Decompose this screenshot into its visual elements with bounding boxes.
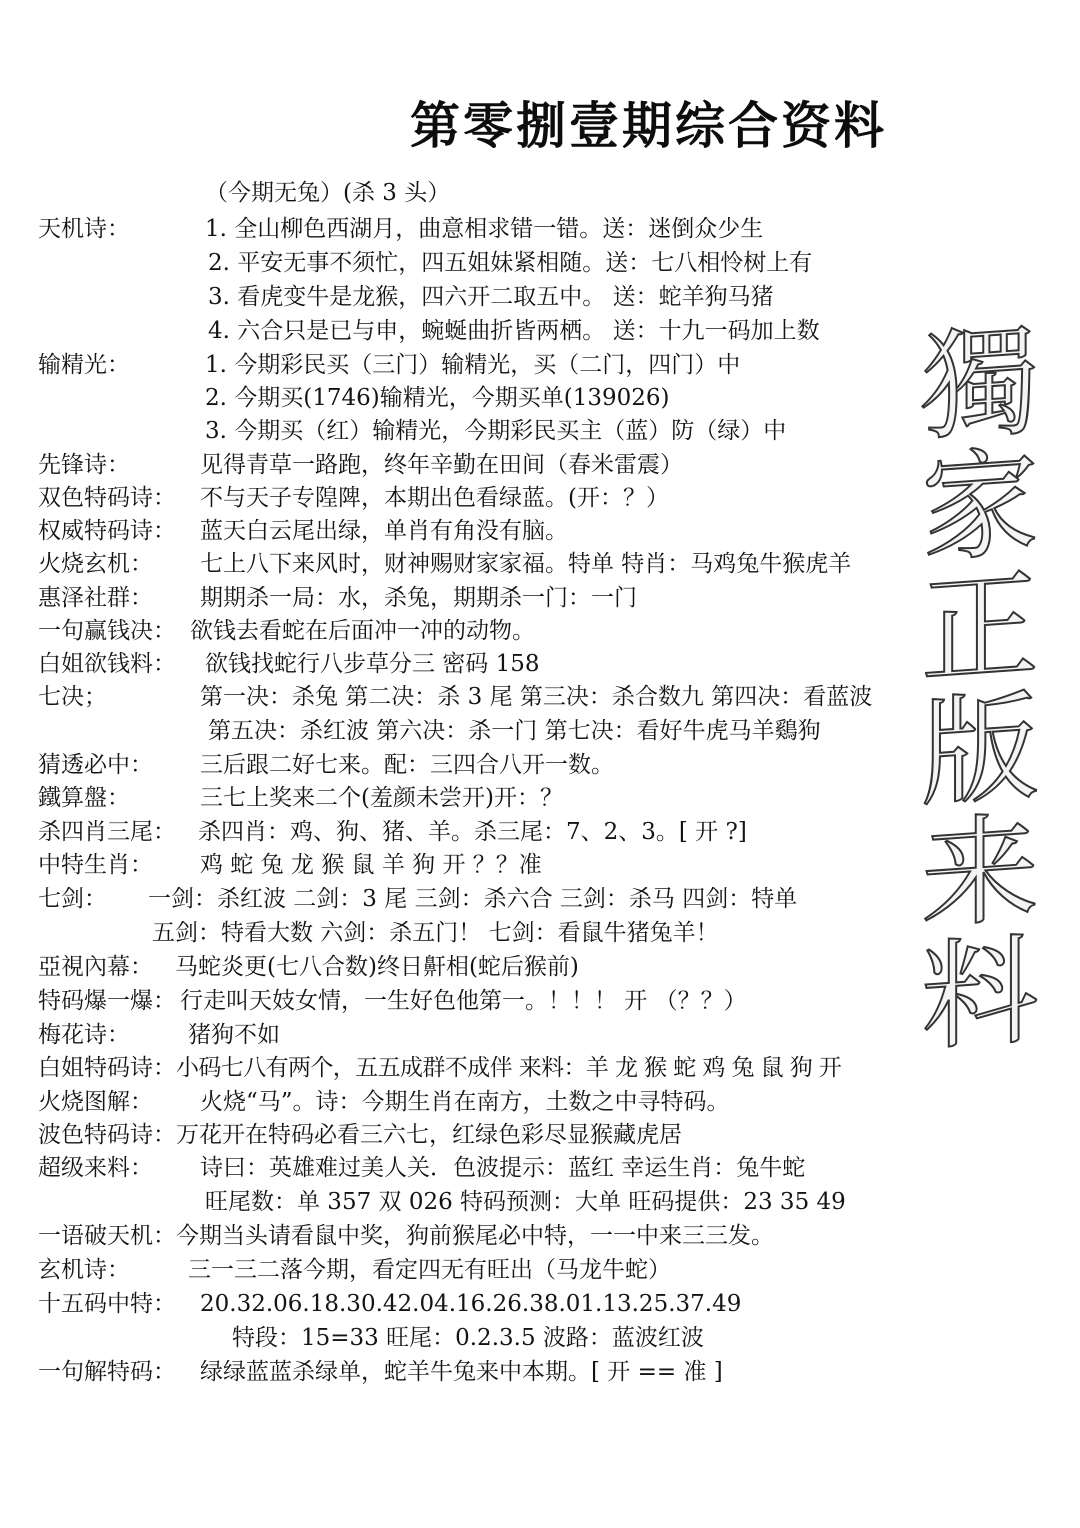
row-content: 1. 全山柳色西湖月，曲意相求错一错。送：迷倒众少生 [205, 216, 764, 242]
row-content: 20.32.06.18.30.42.04.16.26.38.01.13.25.37.49 [200, 1291, 742, 1317]
row-content: 2. 今期买(1746)输精光，今期买单(139026) [205, 385, 670, 411]
row-content: 特段：15=33 旺尾：0.2.3.5 波路：蓝波红波 [232, 1325, 704, 1351]
row-label: 七决； [38, 684, 107, 710]
row-label: 波色特码诗： [38, 1122, 176, 1148]
row-content: 火烧“马”。诗：今期生肖在南方，土数之中寻特码。 [200, 1089, 730, 1115]
watermark-char: 版 [921, 676, 1039, 824]
subtitle: （今期无兔）(杀 3 头） [205, 180, 451, 206]
row-label: 七剑： [38, 886, 107, 912]
row-content: 3. 今期买（红）输精光，今期彩民买主（蓝）防（绿）中 [205, 418, 787, 444]
row-content: 猪狗不如 [188, 1022, 280, 1048]
row-content: 旺尾数：单 357 双 026 特码预测：大单 旺码提供：23 35 49 [205, 1189, 846, 1215]
watermark-char: 家 [921, 432, 1039, 580]
row-content: 一剑：杀红波 二剑：3 尾 三剑：杀六合 三剑：杀马 四剑：特单 [148, 886, 798, 912]
watermark [905, 310, 1055, 1068]
row-content: 见得青草一路跑，终年辛勤在田间（春米雷震） [200, 452, 683, 478]
row-content: 1. 今期彩民买（三门）输精光，买（二门，四门）中 [205, 352, 741, 378]
row-label: 一句解特码： [38, 1359, 176, 1385]
row-content: 行走叫天妓女情，一生好色他第一。！！！ 开 （？？） [180, 988, 747, 1014]
row-label: 火烧图解： [38, 1089, 153, 1115]
row-content: 蓝天白云尾出绿，单肖有角没有脑。 [200, 518, 568, 544]
row-label: 亞視內幕： [38, 954, 153, 980]
row-label: 输精光： [38, 352, 130, 378]
row-content: 杀四肖：鸡、狗、猪、羊。杀三尾：7、2、3。[ 开 ?] [198, 819, 747, 845]
row-content: 绿绿蓝蓝杀绿单，蛇羊牛兔来中本期。[ 开 == 准 ] [200, 1359, 723, 1385]
row-label: 超级来料： [38, 1155, 153, 1181]
row-content: 不与天子专隍陴，本期出色看绿蓝。(开：？） [200, 485, 669, 511]
row-content: 小码七八有两个，五五成群不成伴 来料：羊 龙 猴 蛇 鸡 兔 鼠 狗 开 [176, 1055, 842, 1081]
row-content: 马蛇炎更(七八合数)终日鼾相(蛇后猴前) [175, 954, 579, 980]
row-content: 2. 平安无事不须忙，四五姐妹紧相随。送：七八相怜树上有 [208, 250, 813, 276]
row-label: 白姐特码诗： [38, 1055, 176, 1081]
row-label: 中特生肖： [38, 852, 153, 878]
row-label: 猜透必中： [38, 752, 153, 778]
row-content: 第五决：杀红波 第六决：杀一门 第七决：看好牛虎马羊鷄狗 [208, 718, 821, 744]
row-label: 惠泽社群： [38, 585, 153, 611]
row-label: 火烧玄机： [38, 551, 153, 577]
page-title: 第零捌壹期综合资料 [410, 96, 887, 155]
row-content: 4. 六合只是已与申，蜿蜒曲折皆两栖。 送：十九一码加上数 [208, 318, 820, 344]
row-content: 欲钱去看蛇在后面冲一冲的动物。 [190, 618, 535, 644]
row-content: 第一决：杀兔 第二决：杀 3 尾 第三决：杀合数九 第四决：看蓝波 [200, 684, 873, 710]
row-label: 天机诗： [38, 216, 130, 242]
watermark-char: 料 [921, 920, 1039, 1068]
row-content: 鸡 蛇 兔 龙 猴 鼠 羊 狗 开 ？？准 [200, 852, 542, 878]
row-content: 三后跟二好七来。配：三四合八开一数。 [200, 752, 614, 778]
row-content: 三七上奖来二个(羞颜未尝开)开：？ [200, 785, 563, 811]
row-content: 今期当头请看鼠中奖，狗前猴尾必中特，一一中来三三发。 [176, 1223, 774, 1249]
row-content: 期期杀一局：水，杀兔，期期杀一门：一门 [200, 585, 637, 611]
row-content: 五剑：特看大数 六剑：杀五门！ 七剑：看鼠牛猪兔羊！ [152, 920, 719, 946]
row-label: 一语破天机： [38, 1223, 176, 1249]
row-content: 3. 看虎变牛是龙猴，四六开二取五中。 送：蛇羊狗马猪 [208, 284, 774, 310]
row-label: 梅花诗： [38, 1022, 130, 1048]
row-label: 特码爆一爆： [38, 988, 176, 1014]
watermark-char: 正 [921, 554, 1039, 702]
watermark-char: 獨 [921, 310, 1039, 458]
row-label: 鐵算盤： [38, 785, 130, 811]
row-label: 白姐欲钱料： [38, 651, 176, 677]
row-content: 三一三二落今期，看定四无有旺出（马龙牛蛇） [188, 1257, 671, 1283]
row-label: 十五码中特： [38, 1291, 176, 1317]
row-content: 七上八下来风时，财神赐财家家福。特单 特肖：马鸡兔牛猴虎羊 [200, 551, 852, 577]
row-label: 先锋诗： [38, 452, 130, 478]
row-content: 欲钱找蛇行八步草分三 密码 158 [205, 651, 540, 677]
row-label: 权威特码诗： [38, 518, 176, 544]
row-label: 玄机诗： [38, 1257, 130, 1283]
row-label: 杀四肖三尾： [38, 819, 176, 845]
row-content: 诗曰：英雄难过美人关．色波提示：蓝红 幸运生肖：兔牛蛇 [200, 1155, 806, 1181]
row-content: 万花开在特码必看三六七，红绿色彩尽显猴藏虎居 [176, 1122, 682, 1148]
watermark-char: 来 [921, 798, 1039, 946]
row-label: 双色特码诗： [38, 485, 176, 511]
row-label: 一句赢钱决： [38, 618, 176, 644]
